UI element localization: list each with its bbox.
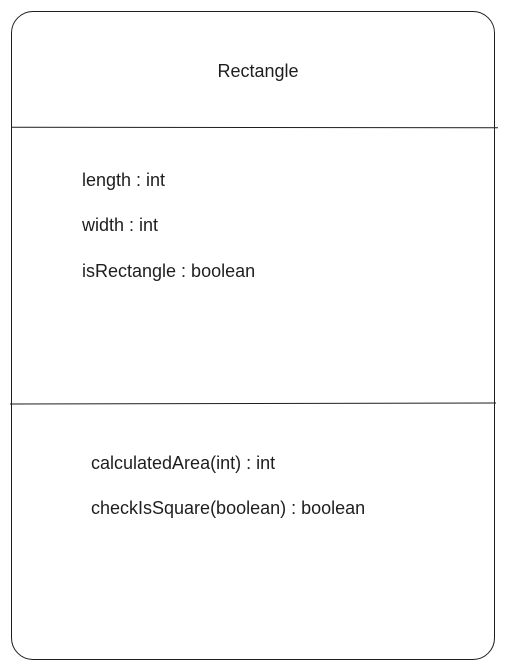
method-check-is-square: checkIsSquare(boolean) : boolean xyxy=(91,498,366,518)
attribute-is-rectangle: isRectangle : boolean xyxy=(82,261,256,281)
class-name: Rectangle xyxy=(217,61,299,81)
class-box-rectangle[interactable] xyxy=(11,11,495,660)
method-calculated-area: calculatedArea(int) : int xyxy=(91,453,276,473)
attribute-length: length : int xyxy=(82,170,166,190)
attribute-width: width : int xyxy=(82,215,159,235)
